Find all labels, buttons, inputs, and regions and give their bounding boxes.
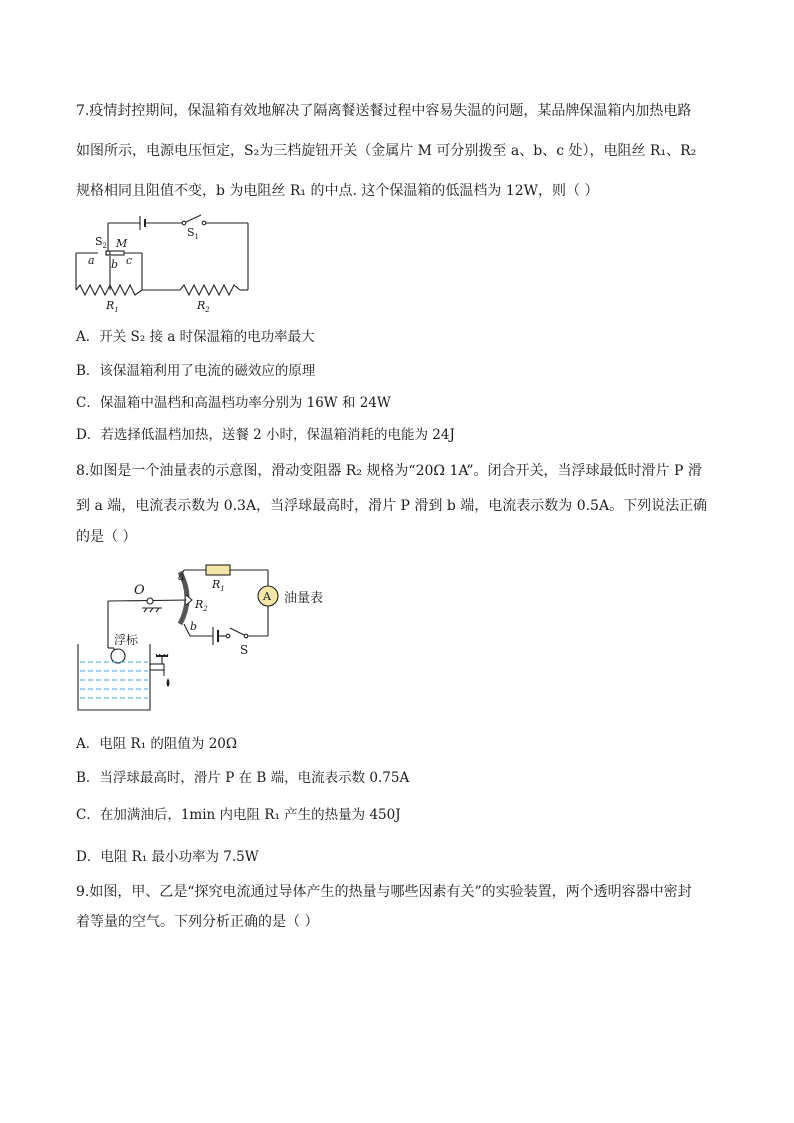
resistor-r2-icon bbox=[180, 285, 240, 295]
q9-stem-line-1: 9.如图，甲、乙是“探究电流通过导体产生的热量与哪些因素有关”的实验装置，两个透明容器中密封 bbox=[76, 884, 692, 900]
q8-option-b[interactable]: B．当浮球最高时，滑片 P 在 B 端，电流表示数 0.75A bbox=[76, 770, 410, 786]
q8-stem-line-3: 的是（ ） bbox=[76, 529, 137, 545]
oil-drop-icon bbox=[167, 678, 170, 687]
q9-stem-line-2: 着等量的空气。下列分析正确的是（ ） bbox=[76, 914, 319, 930]
q7-stem-line-1: 7.疫情封控期间，保温箱有效地解决了隔离餐送餐过程中容易失温的问题，某品牌保温箱内加热电路 bbox=[76, 103, 692, 119]
pivot-o-icon bbox=[147, 598, 153, 604]
q8-stem-line-2: 到 a 端，电流表示数为 0.3A，当浮球最高时，滑片 P 滑到 b 端，电流表示数为 0.5A。下列说法正确 bbox=[76, 498, 708, 514]
svg-text:油量表: 油量表 bbox=[284, 591, 324, 606]
svg-text:S1: $S_1$ bbox=[187, 226, 200, 241]
svg-text:浮标: 浮标 bbox=[114, 633, 139, 647]
svg-text:a: a bbox=[88, 254, 95, 267]
q8-option-a[interactable]: A．电阻 R₁ 的阻值为 20Ω bbox=[76, 736, 238, 752]
svg-text:S2: $S_2$ bbox=[95, 235, 108, 250]
resistor-r1-icon bbox=[206, 565, 230, 575]
svg-text:A: A bbox=[263, 590, 271, 603]
resistor-r1-icon bbox=[76, 285, 142, 295]
svg-text:b: b bbox=[111, 258, 119, 271]
q7-option-a[interactable]: A．开关 S₂ 接 a 时保温箱的电功率最大 bbox=[76, 329, 315, 345]
q8-stem-line-1: 8.如图是一个油量表的示意图，滑动变阻器 R₂ 规格为“20Ω 1A”。闭合开关，当浮球最低时滑片 P 滑 bbox=[76, 463, 702, 479]
q7-option-b[interactable]: B．该保温箱利用了电流的磁效应的原理 bbox=[76, 363, 316, 379]
svg-text:O: O bbox=[134, 583, 145, 598]
switch-s1-icon bbox=[186, 215, 201, 222]
svg-text:R2: $R_2$ bbox=[197, 299, 210, 314]
svg-text:R1: $R_1$ bbox=[212, 578, 225, 593]
svg-text:R2: $R_2$ bbox=[195, 598, 208, 613]
q7-circuit-diagram bbox=[70, 210, 260, 318]
q7-option-d[interactable]: D．若选择低温档加热，送餐 2 小时，保温箱消耗的电能为 24J bbox=[76, 427, 455, 443]
switch-s-icon bbox=[230, 628, 244, 635]
svg-text:S: S bbox=[240, 643, 249, 657]
q8-option-d[interactable]: D．电阻 R₁ 最小功率为 7.5W bbox=[76, 849, 259, 865]
q8-oil-gauge-diagram bbox=[72, 558, 344, 718]
svg-text:R1: $R_1$ bbox=[106, 299, 119, 314]
float-ball-icon bbox=[111, 649, 125, 663]
q8-option-c[interactable]: C．在加满油后，1min 内电阻 R₁ 产生的热量为 450J bbox=[76, 807, 401, 823]
svg-text:a: a bbox=[178, 570, 185, 583]
svg-text:b: b bbox=[190, 620, 198, 633]
q7-stem-line-2: 如图所示，电源电压恒定，S₂为三档旋钮开关（金属片 M 可分别拨至 a、b、c 处），电阻丝 R₁、R₂ bbox=[76, 143, 697, 159]
q7-option-c[interactable]: C．保温箱中温档和高温档功率分别为 16W 和 24W bbox=[76, 395, 391, 411]
svg-text:M: M bbox=[116, 237, 128, 250]
svg-text:c: c bbox=[126, 254, 133, 267]
q7-stem-line-3: 规格相同且阻值不变，b 为电阻丝 R₁ 的中点. 这个保温箱的低温档为 12W，则（ ） bbox=[76, 183, 599, 199]
